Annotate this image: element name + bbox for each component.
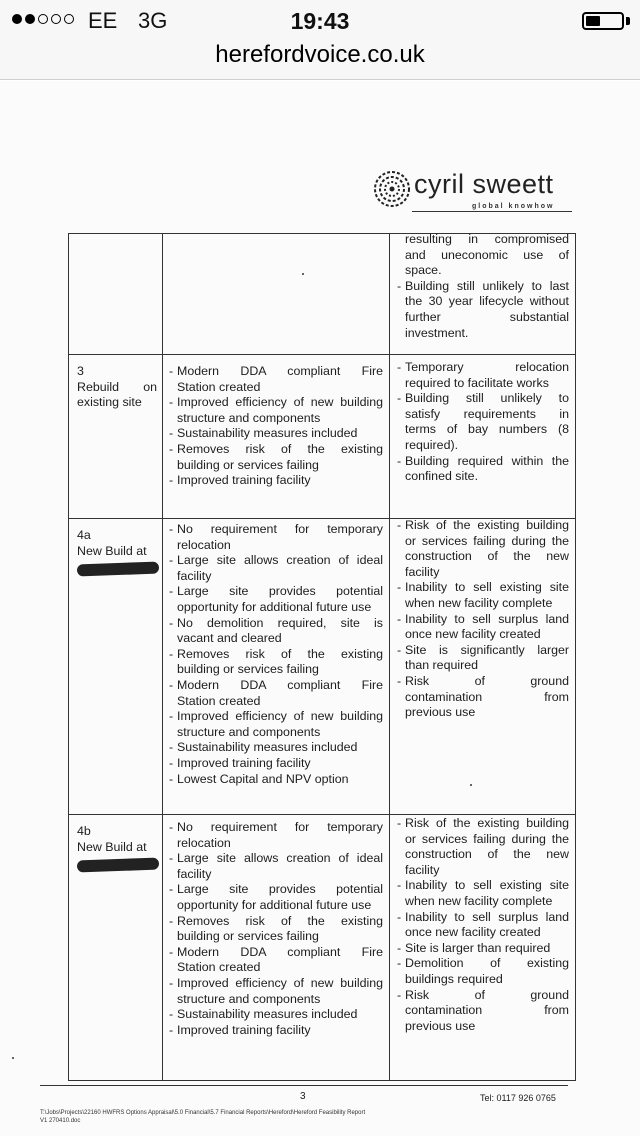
- text-line: investment.: [405, 325, 469, 340]
- text-line: facility: [177, 866, 212, 881]
- bullet-dash: -: [169, 584, 174, 599]
- footer-rule: [40, 1085, 568, 1086]
- benefits-cell: [169, 820, 383, 1038]
- bullet-dash: -: [169, 944, 174, 959]
- benefit-item: [169, 553, 383, 584]
- text-line: Improved training facility: [177, 473, 311, 488]
- item-text: [177, 442, 383, 473]
- text-line: Risk of the existing building: [405, 518, 569, 532]
- drawback-item: [397, 878, 569, 909]
- footer-file-path: [40, 1109, 365, 1125]
- drawback-item: [397, 956, 569, 987]
- bullet-dash: -: [397, 391, 402, 406]
- text-line: construction of the new: [405, 847, 569, 862]
- item-text: [405, 878, 569, 909]
- bullet-dash: -: [397, 278, 402, 293]
- drawback-item: [397, 612, 569, 643]
- column-divider: [162, 234, 163, 1080]
- text-line: No demolition required, site is: [177, 615, 383, 630]
- drawback-item: [397, 360, 569, 391]
- item-text: [177, 647, 383, 678]
- bullet-dash: -: [169, 851, 174, 866]
- item-text: [177, 709, 383, 740]
- text-line: once new facility created: [405, 925, 541, 940]
- text-line: Removes risk of the existing: [177, 441, 383, 456]
- bullet-dash: -: [397, 956, 402, 971]
- bullet-dash: -: [169, 364, 174, 378]
- bullet-dash: -: [169, 426, 174, 441]
- bullet-dash: -: [169, 646, 174, 661]
- bullet-dash: -: [397, 878, 402, 893]
- text-line: 4b: [77, 824, 91, 838]
- logo-swirl-icon: [372, 169, 412, 209]
- item-text: [405, 988, 569, 1035]
- benefit-item: [169, 647, 383, 678]
- text-line: Lowest Capital and NPV option: [177, 771, 349, 786]
- benefits-cell: [169, 522, 383, 787]
- text-line: construction of the new: [405, 549, 569, 564]
- item-text: [177, 473, 383, 489]
- text-line: Modern DDA compliant Fire: [177, 677, 383, 692]
- item-text: [177, 820, 383, 851]
- drawbacks-cell: [397, 518, 569, 721]
- text-line: Station created: [177, 379, 261, 394]
- text-line: facility: [405, 862, 440, 877]
- text-line: or services failing during the: [405, 831, 569, 846]
- drawbacks-cell: [397, 360, 569, 485]
- scanned-document: [0, 81, 640, 1136]
- benefit-item: [169, 914, 383, 945]
- item-text: [405, 580, 569, 611]
- text-line: than required: [405, 658, 479, 673]
- benefit-item: [169, 522, 383, 553]
- text-line: Large site provides potential: [177, 882, 383, 897]
- text-line: 3: [77, 364, 84, 378]
- text-line: opportunity for additional future use: [177, 599, 372, 614]
- text-line: Large site provides potential: [177, 584, 383, 599]
- text-line: facility: [405, 564, 440, 579]
- item-text: [177, 882, 383, 913]
- bullet-dash: -: [397, 642, 402, 657]
- text-line: structure and components: [177, 724, 321, 739]
- drawback-item: [397, 674, 569, 721]
- row-divider: [69, 814, 575, 815]
- scan-speck: [302, 273, 304, 275]
- text-line: No requirement for temporary: [177, 522, 383, 536]
- item-text: [177, 522, 383, 553]
- text-line: structure and components: [177, 410, 321, 425]
- text-line: when new facility complete: [405, 595, 553, 610]
- logo-wordmark: cyril sweett: [414, 169, 554, 199]
- option-cell: [77, 364, 157, 411]
- item-text: [177, 945, 383, 976]
- address-bar[interactable]: [0, 40, 640, 80]
- text-line: Building required within the: [405, 453, 569, 468]
- text-line: Inability to sell existing site: [405, 878, 569, 893]
- text-line: Improved efficiency of new building: [177, 975, 383, 990]
- text-line: Improved efficiency of new building: [177, 709, 383, 724]
- text-line: Demolition of existing: [405, 956, 569, 971]
- bullet-dash: -: [169, 820, 174, 834]
- logo-tagline: global knowhow: [472, 203, 555, 210]
- text-line: once new facility created: [405, 627, 541, 642]
- text-line: Station created: [177, 693, 261, 708]
- benefit-item: [169, 740, 383, 756]
- text-line: Site is larger than required: [405, 940, 551, 955]
- text-line: Removes risk of the existing: [177, 646, 383, 661]
- benefit-item: [169, 442, 383, 473]
- bullet-dash: [397, 232, 405, 279]
- bullet-dash: -: [397, 909, 402, 924]
- page-number: 3: [300, 1091, 306, 1102]
- item-text: [177, 1023, 383, 1039]
- bullet-dash: -: [169, 709, 174, 724]
- carrier-name: EE: [88, 8, 118, 33]
- benefit-item: [169, 584, 383, 615]
- benefit-item: [169, 473, 383, 489]
- text-line: Large site allows creation of ideal: [177, 553, 383, 568]
- redaction-mark: [77, 562, 159, 577]
- network-type: 3G: [138, 8, 168, 33]
- text-line: existing site: [77, 395, 142, 410]
- item-text: [405, 643, 569, 674]
- bullet-dash: -: [169, 882, 174, 897]
- text-line: Improved training facility: [177, 1022, 311, 1037]
- text-line: when new facility complete: [405, 893, 553, 908]
- item-text: [177, 584, 383, 615]
- text-line: building or services failing: [177, 457, 319, 472]
- battery-icon: [582, 12, 624, 30]
- item-text: [177, 976, 383, 1007]
- text-line: relocation: [177, 835, 231, 850]
- bullet-dash: -: [397, 673, 402, 688]
- item-text: [405, 816, 569, 878]
- options-table: [68, 233, 576, 1081]
- text-line: terms of bay numbers (8: [405, 422, 569, 437]
- item-text: [177, 395, 383, 426]
- item-text: [177, 851, 383, 882]
- text-line: and uneconomic use of: [405, 247, 569, 262]
- bullet-dash: -: [397, 940, 402, 955]
- drawback-item: [397, 816, 569, 878]
- item-text: [177, 616, 383, 647]
- drawbacks-cell: [397, 816, 569, 1034]
- web-page-content[interactable]: [0, 81, 640, 1136]
- bullet-dash: -: [169, 975, 174, 990]
- drawbacks-cell: [397, 232, 569, 341]
- text-line: 4a: [77, 528, 91, 542]
- bullet-dash: -: [169, 522, 174, 536]
- text-line: Large site allows creation of ideal: [177, 851, 383, 866]
- text-line: previous use: [405, 705, 476, 720]
- text-line: New Build at: [77, 543, 147, 558]
- text-line: opportunity for additional future use: [177, 897, 372, 912]
- text-line: vacant and cleared: [177, 631, 282, 646]
- benefit-item: [169, 1007, 383, 1023]
- drawback-item: [397, 988, 569, 1035]
- text-line: relocation: [177, 537, 231, 552]
- text-line: Inability to sell surplus land: [405, 611, 569, 626]
- text-line: Building still unlikely to last: [405, 278, 569, 293]
- url-text[interactable]: herefordvoice.co.uk: [215, 41, 425, 68]
- bullet-dash: -: [169, 1007, 174, 1022]
- item-text: [405, 956, 569, 987]
- battery-cap: [626, 17, 630, 25]
- text-line: contamination from: [405, 689, 569, 704]
- text-line: Improved training facility: [177, 755, 311, 770]
- drawback-item: [397, 941, 569, 957]
- item-text: [177, 772, 383, 788]
- column-divider: [389, 234, 390, 1080]
- item-text: [405, 454, 569, 485]
- benefit-item: [169, 426, 383, 442]
- drawback-item: [397, 232, 569, 279]
- text-line: space.: [405, 263, 442, 278]
- bullet-dash: -: [169, 677, 174, 692]
- benefit-item: [169, 882, 383, 913]
- bullet-dash: -: [397, 360, 402, 374]
- text-line: building or services failing: [177, 662, 319, 677]
- benefit-item: [169, 364, 383, 395]
- status-bar: [0, 0, 640, 40]
- benefit-item: [169, 678, 383, 709]
- text-line: Modern DDA compliant Fire: [177, 944, 383, 959]
- drawback-item: [397, 580, 569, 611]
- item-text: [405, 232, 569, 279]
- text-line: facility: [177, 568, 212, 583]
- text-line: Sustainability measures included: [177, 1007, 358, 1022]
- item-text: [405, 279, 569, 341]
- file-version-line: V1 270410.doc: [40, 1118, 81, 1124]
- item-text: [405, 674, 569, 721]
- text-line: Risk of ground: [405, 987, 569, 1002]
- row-divider: [69, 354, 575, 355]
- drawback-item: [397, 279, 569, 341]
- text-line: Rebuild on: [77, 379, 157, 394]
- bullet-dash: -: [169, 755, 174, 770]
- benefit-item: [169, 616, 383, 647]
- text-line: Sustainability measures included: [177, 740, 358, 755]
- text-line: Building still unlikely to: [405, 391, 569, 406]
- text-line: No requirement for temporary: [177, 820, 383, 834]
- drawback-item: [397, 391, 569, 453]
- text-line: confined site.: [405, 469, 479, 484]
- text-line: structure and components: [177, 991, 321, 1006]
- benefit-item: [169, 709, 383, 740]
- file-path-line: T:\Jobs\Projects\22160 HWFRS Options Appraisal\5.0 Financial\5.7 Financial Reports\Hereford\Hereford Feasibility Report: [40, 1110, 366, 1116]
- item-text: [177, 426, 383, 442]
- item-text: [405, 910, 569, 941]
- text-line: contamination from: [405, 1003, 569, 1018]
- text-line: Risk of ground: [405, 673, 569, 688]
- bullet-dash: -: [397, 453, 402, 468]
- logo-rule: [412, 211, 572, 212]
- text-line: Improved efficiency of new building: [177, 395, 383, 410]
- item-text: [177, 553, 383, 584]
- bullet-dash: -: [397, 611, 402, 626]
- text-line: previous use: [405, 1018, 476, 1033]
- bullet-dash: -: [397, 518, 402, 532]
- item-text: [177, 364, 383, 395]
- drawback-item: [397, 643, 569, 674]
- status-time: 19:43: [290, 8, 350, 34]
- item-text: [405, 612, 569, 643]
- footer-telephone: Tel: 0117 926 0765: [480, 1093, 556, 1103]
- text-line: satisfy requirements in: [405, 406, 569, 421]
- benefit-item: [169, 756, 383, 772]
- bullet-dash: -: [397, 987, 402, 1002]
- bullet-dash: -: [397, 816, 402, 830]
- item-text: [177, 1007, 383, 1023]
- bullet-dash: -: [169, 771, 174, 786]
- benefit-item: [169, 976, 383, 1007]
- benefit-item: [169, 851, 383, 882]
- text-line: Modern DDA compliant Fire: [177, 364, 383, 378]
- text-line: building or services failing: [177, 929, 319, 944]
- bullet-dash: -: [169, 740, 174, 755]
- benefit-item: [169, 820, 383, 851]
- text-line: Station created: [177, 960, 261, 975]
- benefit-item: [169, 1023, 383, 1039]
- text-line: Inability to sell existing site: [405, 580, 569, 595]
- bullet-dash: -: [169, 395, 174, 410]
- text-line: Temporary relocation: [405, 360, 569, 374]
- scan-speck: [12, 1057, 14, 1059]
- drawback-item: [397, 518, 569, 580]
- bullet-dash: -: [397, 580, 402, 595]
- item-text: [177, 914, 383, 945]
- benefit-item: [169, 395, 383, 426]
- text-line: Inability to sell surplus land: [405, 909, 569, 924]
- text-line: buildings required: [405, 971, 503, 986]
- text-line: New Build at: [77, 839, 147, 854]
- scan-speck: [470, 784, 472, 786]
- item-text: [405, 391, 569, 453]
- text-line: required to facilitate works: [405, 375, 549, 390]
- bullet-dash: -: [169, 553, 174, 568]
- item-text: [405, 360, 569, 391]
- cyril-sweett-logo: [372, 169, 572, 215]
- benefit-item: [169, 945, 383, 976]
- benefit-item: [169, 772, 383, 788]
- text-line: Site is significantly larger: [405, 642, 569, 657]
- text-line: Sustainability measures included: [177, 426, 358, 441]
- text-line: Risk of the existing building: [405, 816, 569, 830]
- drawback-item: [397, 454, 569, 485]
- text-line: required).: [405, 437, 459, 452]
- bullet-dash: -: [169, 1022, 174, 1037]
- item-text: [177, 678, 383, 709]
- item-text: [405, 941, 569, 957]
- bullet-dash: -: [169, 441, 174, 456]
- item-text: [405, 518, 569, 580]
- redaction-mark: [77, 858, 159, 873]
- item-text: [177, 756, 383, 772]
- option-cell: [77, 824, 157, 871]
- drawback-item: [397, 910, 569, 941]
- text-line: further substantial: [405, 309, 569, 324]
- bullet-dash: -: [169, 473, 174, 488]
- text-line: resulting in compromised: [405, 232, 569, 246]
- item-text: [177, 740, 383, 756]
- text-line: the 30 year lifecycle without: [405, 294, 569, 309]
- text-line: or services failing during the: [405, 533, 569, 548]
- text-line: Removes risk of the existing: [177, 913, 383, 928]
- bullet-dash: -: [169, 913, 174, 928]
- option-cell: [77, 528, 157, 575]
- bullet-dash: -: [169, 615, 174, 630]
- benefits-cell: [169, 364, 383, 489]
